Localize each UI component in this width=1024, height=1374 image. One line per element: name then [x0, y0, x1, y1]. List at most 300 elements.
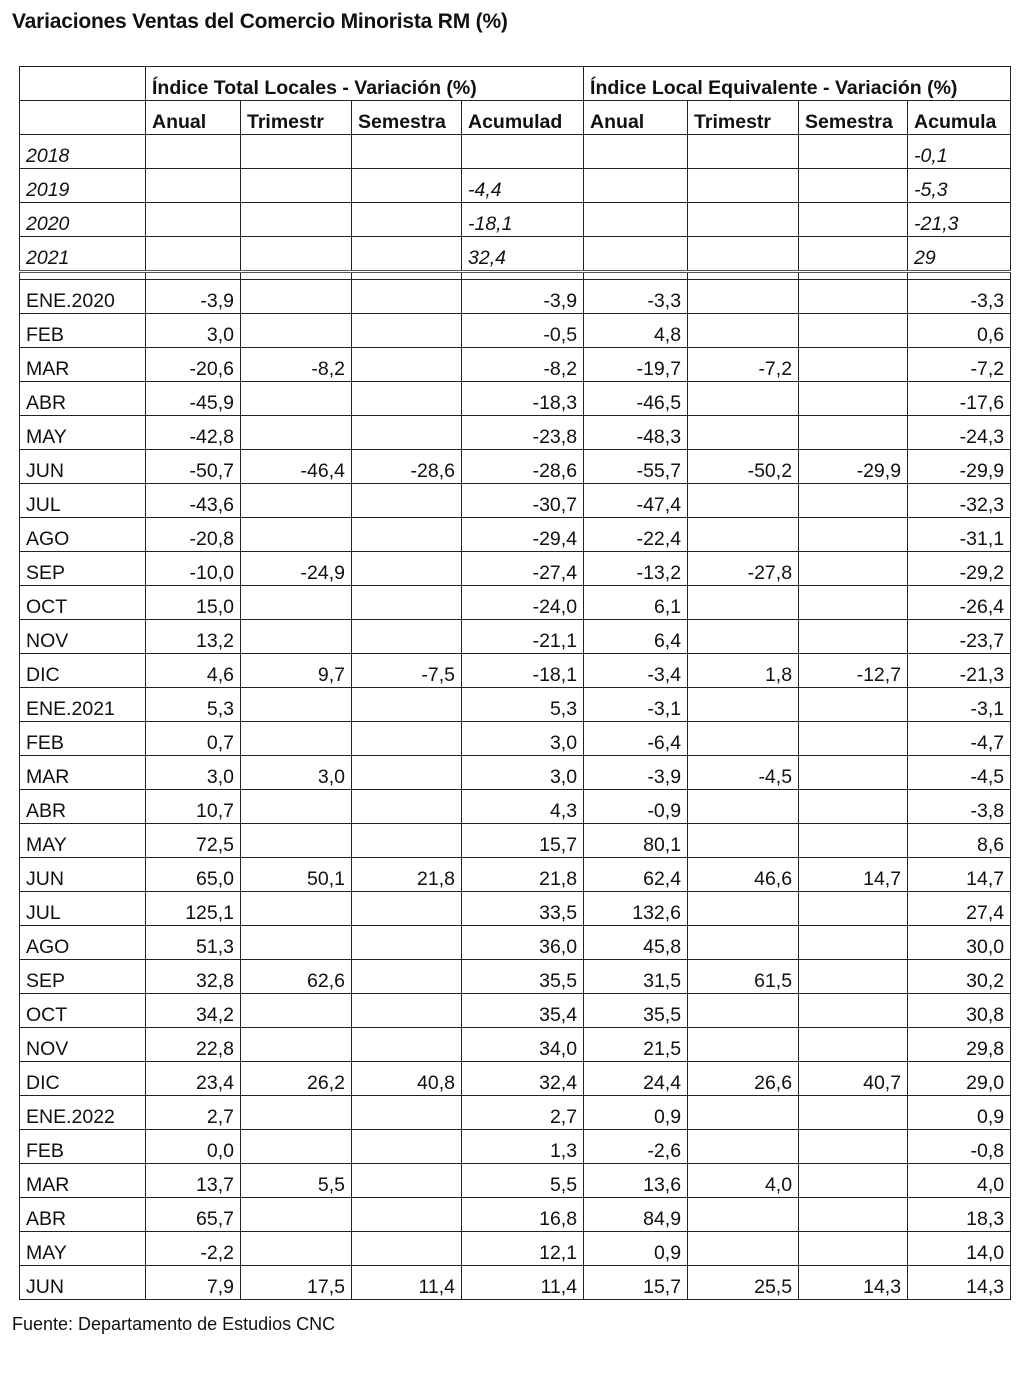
year-row — [20, 169, 1011, 203]
month-row — [20, 314, 1011, 348]
table-cell — [241, 926, 352, 960]
table-cell: 45,8 — [584, 926, 688, 960]
table-cell: 72,5 — [146, 824, 241, 858]
month-row — [20, 1266, 1011, 1300]
table-cell — [241, 824, 352, 858]
table-cell — [799, 203, 908, 237]
table-cell — [688, 1198, 799, 1232]
table-cell: 14,0 — [908, 1232, 1011, 1266]
table-cell: 18,3 — [908, 1198, 1011, 1232]
table-cell: -47,4 — [584, 484, 688, 518]
table-cell: -32,3 — [908, 484, 1011, 518]
table-cell: -5,3 — [908, 169, 1011, 203]
table-cell: -3,1 — [908, 688, 1011, 722]
table-cell: -50,7 — [146, 450, 241, 484]
table-cell — [688, 382, 799, 416]
year-row — [20, 203, 1011, 237]
table-cell: 30,0 — [908, 926, 1011, 960]
row-label: MAY — [20, 1232, 146, 1266]
table-cell: 3,0 — [241, 756, 352, 790]
table-cell: -0,9 — [584, 790, 688, 824]
table-cell — [241, 1232, 352, 1266]
table-cell — [688, 892, 799, 926]
table-cell: -4,5 — [688, 756, 799, 790]
table-cell — [241, 169, 352, 203]
table-cell: -0,1 — [908, 135, 1011, 169]
col-header: Acumulad — [462, 101, 584, 135]
table-cell: -7,2 — [908, 348, 1011, 382]
month-row — [20, 1028, 1011, 1062]
table-cell: 36,0 — [462, 926, 584, 960]
table-cell — [799, 1232, 908, 1266]
table-cell — [241, 1130, 352, 1164]
month-row — [20, 1232, 1011, 1266]
table-cell: 0,9 — [908, 1096, 1011, 1130]
table-cell: 0,6 — [908, 314, 1011, 348]
table-cell — [241, 994, 352, 1028]
table-cell: 4,3 — [462, 790, 584, 824]
table-cell: -45,9 — [146, 382, 241, 416]
table-cell — [688, 280, 799, 314]
table-cell — [146, 169, 241, 203]
table-cell — [799, 518, 908, 552]
table-cell — [799, 382, 908, 416]
table-cell: 26,6 — [688, 1062, 799, 1096]
table-cell — [352, 1130, 462, 1164]
table-cell: -3,9 — [584, 756, 688, 790]
table-cell: -24,3 — [908, 416, 1011, 450]
table-cell — [241, 416, 352, 450]
table-cell — [799, 1198, 908, 1232]
table-cell — [799, 348, 908, 382]
table-cell: 32,4 — [462, 1062, 584, 1096]
table-cell: -20,8 — [146, 518, 241, 552]
table-cell — [688, 484, 799, 518]
table-cell — [241, 688, 352, 722]
month-row — [20, 450, 1011, 484]
table-cell: 11,4 — [352, 1266, 462, 1300]
table-cell: 4,0 — [688, 1164, 799, 1198]
table-cell — [688, 518, 799, 552]
table-cell: -23,7 — [908, 620, 1011, 654]
table-cell: 27,4 — [908, 892, 1011, 926]
table-cell: 14,3 — [908, 1266, 1011, 1300]
table-cell: -20,6 — [146, 348, 241, 382]
table-cell — [352, 722, 462, 756]
table-cell — [352, 926, 462, 960]
row-label: ENE.2020 — [20, 280, 146, 314]
table-cell: -2,6 — [584, 1130, 688, 1164]
row-label: JUN — [20, 1266, 146, 1300]
table-cell: 4,0 — [908, 1164, 1011, 1198]
table-cell — [688, 1096, 799, 1130]
table-cell: 0,9 — [584, 1096, 688, 1130]
table-cell — [688, 135, 799, 169]
table-cell — [799, 722, 908, 756]
table-cell: 26,2 — [241, 1062, 352, 1096]
col-header: Anual — [146, 101, 241, 135]
col-header: Trimestr — [241, 101, 352, 135]
table-cell: -18,1 — [462, 654, 584, 688]
table-cell — [352, 620, 462, 654]
table-cell: -27,4 — [462, 552, 584, 586]
divider-cell — [688, 272, 799, 280]
table-cell: -3,9 — [146, 280, 241, 314]
row-label: ENE.2022 — [20, 1096, 146, 1130]
table-cell — [241, 1028, 352, 1062]
table-cell: 21,5 — [584, 1028, 688, 1062]
table-cell: 13,2 — [146, 620, 241, 654]
table-cell — [688, 620, 799, 654]
table-cell: 16,8 — [462, 1198, 584, 1232]
table-cell: -2,2 — [146, 1232, 241, 1266]
table-cell: -7,2 — [688, 348, 799, 382]
table-cell — [799, 620, 908, 654]
table-cell — [146, 135, 241, 169]
table-cell — [799, 552, 908, 586]
row-label: 2021 — [20, 237, 146, 272]
month-row — [20, 1096, 1011, 1130]
table-cell: -50,2 — [688, 450, 799, 484]
row-label: MAR — [20, 756, 146, 790]
month-row — [20, 382, 1011, 416]
divider-cell — [584, 272, 688, 280]
table-cell: 11,4 — [462, 1266, 584, 1300]
table-cell: -18,3 — [462, 382, 584, 416]
source-note: Fuente: Departamento de Estudios CNC — [12, 1314, 336, 1334]
table-cell: -21,3 — [908, 203, 1011, 237]
month-row — [20, 858, 1011, 892]
table-cell: 5,3 — [462, 688, 584, 722]
col-header: Semestra — [352, 101, 462, 135]
table-cell — [799, 484, 908, 518]
table-cell — [241, 314, 352, 348]
row-label: 2020 — [20, 203, 146, 237]
table-cell: 7,9 — [146, 1266, 241, 1300]
row-label: ABR — [20, 1198, 146, 1232]
table-cell — [352, 280, 462, 314]
table-cell: 0,0 — [146, 1130, 241, 1164]
table-cell: 22,8 — [146, 1028, 241, 1062]
month-row — [20, 1198, 1011, 1232]
table-cell: 15,0 — [146, 586, 241, 620]
table-cell: -19,7 — [584, 348, 688, 382]
table-cell: 65,0 — [146, 858, 241, 892]
table-cell — [799, 169, 908, 203]
table-cell — [352, 203, 462, 237]
table-cell: 3,0 — [462, 722, 584, 756]
table-cell: 1,3 — [462, 1130, 584, 1164]
table-cell — [688, 1232, 799, 1266]
month-row — [20, 654, 1011, 688]
table-cell — [352, 484, 462, 518]
table-cell — [352, 756, 462, 790]
table-cell: -8,2 — [241, 348, 352, 382]
table-cell: 13,6 — [584, 1164, 688, 1198]
table-cell — [462, 135, 584, 169]
table-cell — [241, 518, 352, 552]
table-cell: 6,4 — [584, 620, 688, 654]
table-cell — [352, 348, 462, 382]
row-label: MAY — [20, 824, 146, 858]
table-cell — [241, 135, 352, 169]
col-header: Acumula — [908, 101, 1011, 135]
table-cell — [352, 790, 462, 824]
row-label: DIC — [20, 654, 146, 688]
table-cell: -29,9 — [799, 450, 908, 484]
table-cell: 25,5 — [688, 1266, 799, 1300]
table-cell: -48,3 — [584, 416, 688, 450]
row-label: FEB — [20, 722, 146, 756]
table-cell — [799, 586, 908, 620]
table-cell: 3,0 — [146, 314, 241, 348]
month-row — [20, 1164, 1011, 1198]
table-cell — [241, 586, 352, 620]
table-cell — [352, 237, 462, 272]
table-cell: -55,7 — [584, 450, 688, 484]
table-cell — [688, 203, 799, 237]
table-cell: 5,5 — [462, 1164, 584, 1198]
table-cell: -7,5 — [352, 654, 462, 688]
table-cell — [799, 892, 908, 926]
row-label: OCT — [20, 586, 146, 620]
table-cell: -29,9 — [908, 450, 1011, 484]
table-cell: 30,2 — [908, 960, 1011, 994]
table-cell — [352, 314, 462, 348]
month-row — [20, 790, 1011, 824]
row-label: JUN — [20, 858, 146, 892]
group-header-local-equivalente: Índice Local Equivalente - Variación (%) — [584, 67, 1011, 101]
table-cell: 10,7 — [146, 790, 241, 824]
row-label: AGO — [20, 518, 146, 552]
table-cell: 80,1 — [584, 824, 688, 858]
sales-variation-table — [19, 66, 1011, 1300]
table-cell: -6,4 — [584, 722, 688, 756]
corner-cell — [20, 101, 146, 135]
table-cell: 24,4 — [584, 1062, 688, 1096]
table-cell — [146, 237, 241, 272]
table-cell: 125,1 — [146, 892, 241, 926]
row-label: FEB — [20, 1130, 146, 1164]
month-row — [20, 416, 1011, 450]
table-cell: -46,4 — [241, 450, 352, 484]
month-row — [20, 484, 1011, 518]
table-cell — [688, 722, 799, 756]
table-cell: 33,5 — [462, 892, 584, 926]
table-cell — [799, 994, 908, 1028]
table-cell: 15,7 — [462, 824, 584, 858]
divider-cell — [146, 272, 241, 280]
table-cell — [688, 1028, 799, 1062]
table-cell: -8,2 — [462, 348, 584, 382]
table-cell: -13,2 — [584, 552, 688, 586]
month-row — [20, 586, 1011, 620]
table-cell: -4,7 — [908, 722, 1011, 756]
table-cell — [352, 1028, 462, 1062]
table-cell: 2,7 — [462, 1096, 584, 1130]
table-cell — [799, 135, 908, 169]
table-cell: -22,4 — [584, 518, 688, 552]
table-cell — [146, 203, 241, 237]
table-cell: -23,8 — [462, 416, 584, 450]
table-cell: 65,7 — [146, 1198, 241, 1232]
table-cell: -28,6 — [462, 450, 584, 484]
table-cell: 46,6 — [688, 858, 799, 892]
table-cell — [688, 790, 799, 824]
table-cell — [352, 552, 462, 586]
table-cell — [799, 824, 908, 858]
table-cell — [241, 237, 352, 272]
table-cell — [352, 824, 462, 858]
table-cell — [584, 237, 688, 272]
row-label: ABR — [20, 382, 146, 416]
month-row — [20, 518, 1011, 552]
table-cell: 6,1 — [584, 586, 688, 620]
table-cell — [352, 135, 462, 169]
divider-cell — [462, 272, 584, 280]
month-row — [20, 994, 1011, 1028]
table-cell: -0,5 — [462, 314, 584, 348]
table-cell: -24,0 — [462, 586, 584, 620]
table-cell: 29,0 — [908, 1062, 1011, 1096]
table-cell — [688, 237, 799, 272]
row-label: MAR — [20, 1164, 146, 1198]
table-cell — [352, 416, 462, 450]
group-header-total-locales: Índice Total Locales - Variación (%) — [146, 67, 584, 101]
table-cell — [241, 203, 352, 237]
sub-header-row — [20, 101, 1011, 135]
month-row — [20, 348, 1011, 382]
row-label: ENE.2021 — [20, 688, 146, 722]
month-row — [20, 756, 1011, 790]
table-cell — [688, 688, 799, 722]
table-cell: -4,4 — [462, 169, 584, 203]
table-cell: -28,6 — [352, 450, 462, 484]
table-cell: 4,8 — [584, 314, 688, 348]
table-cell — [241, 484, 352, 518]
col-header: Anual — [584, 101, 688, 135]
table-cell — [799, 314, 908, 348]
table-cell: -24,9 — [241, 552, 352, 586]
corner-cell — [20, 67, 146, 101]
table-cell: 14,7 — [908, 858, 1011, 892]
table-cell: 29 — [908, 237, 1011, 272]
table-cell: 5,5 — [241, 1164, 352, 1198]
table-cell: -21,3 — [908, 654, 1011, 688]
table-cell — [688, 994, 799, 1028]
month-row — [20, 892, 1011, 926]
month-row — [20, 552, 1011, 586]
table-cell — [799, 237, 908, 272]
table-title: Variaciones Ventas del Comercio Minorista RM (%) — [12, 10, 508, 33]
table-cell: 1,8 — [688, 654, 799, 688]
table-cell: 34,0 — [462, 1028, 584, 1062]
table-cell: -4,5 — [908, 756, 1011, 790]
section-divider — [20, 272, 1011, 280]
table-cell: 17,5 — [241, 1266, 352, 1300]
table-cell: -10,0 — [146, 552, 241, 586]
row-label: NOV — [20, 620, 146, 654]
year-row — [20, 135, 1011, 169]
table-cell — [799, 1164, 908, 1198]
row-label: JUL — [20, 892, 146, 926]
table-cell — [241, 790, 352, 824]
table-cell — [352, 1232, 462, 1266]
table-cell — [799, 790, 908, 824]
table-cell — [241, 892, 352, 926]
table-cell: -31,1 — [908, 518, 1011, 552]
row-label: DIC — [20, 1062, 146, 1096]
table-cell: 40,7 — [799, 1062, 908, 1096]
table-cell — [688, 1130, 799, 1164]
row-label: SEP — [20, 960, 146, 994]
table-cell: 61,5 — [688, 960, 799, 994]
table-cell: 35,5 — [462, 960, 584, 994]
table-cell: 0,9 — [584, 1232, 688, 1266]
table-cell: 62,4 — [584, 858, 688, 892]
table-cell: -12,7 — [799, 654, 908, 688]
table-cell: -3,9 — [462, 280, 584, 314]
row-label: OCT — [20, 994, 146, 1028]
table-cell — [688, 169, 799, 203]
table-cell — [352, 169, 462, 203]
table-cell: 31,5 — [584, 960, 688, 994]
table-cell — [799, 688, 908, 722]
divider-cell — [20, 272, 146, 280]
month-row — [20, 688, 1011, 722]
table-cell: 32,4 — [462, 237, 584, 272]
table-cell — [352, 1198, 462, 1232]
table-cell — [799, 1096, 908, 1130]
table-cell: -0,8 — [908, 1130, 1011, 1164]
table-cell: 62,6 — [241, 960, 352, 994]
month-row — [20, 960, 1011, 994]
divider-cell — [241, 272, 352, 280]
row-label: FEB — [20, 314, 146, 348]
table-cell — [688, 586, 799, 620]
table-cell — [241, 382, 352, 416]
table-cell: 35,4 — [462, 994, 584, 1028]
table-cell — [352, 1096, 462, 1130]
table-cell: 14,3 — [799, 1266, 908, 1300]
row-label: SEP — [20, 552, 146, 586]
divider-cell — [352, 272, 462, 280]
table-cell: -26,4 — [908, 586, 1011, 620]
row-label: AGO — [20, 926, 146, 960]
table-cell: 5,3 — [146, 688, 241, 722]
table-cell — [241, 722, 352, 756]
table-cell: 32,8 — [146, 960, 241, 994]
year-row — [20, 237, 1011, 272]
table-cell — [799, 1130, 908, 1164]
table-cell: 0,7 — [146, 722, 241, 756]
table-cell: 40,8 — [352, 1062, 462, 1096]
table-cell: 29,8 — [908, 1028, 1011, 1062]
month-row — [20, 620, 1011, 654]
row-label: MAR — [20, 348, 146, 382]
table-cell: 30,8 — [908, 994, 1011, 1028]
table-cell: -42,8 — [146, 416, 241, 450]
col-header: Trimestr — [688, 101, 799, 135]
table-cell — [241, 1096, 352, 1130]
table-cell: 14,7 — [799, 858, 908, 892]
table-cell: 84,9 — [584, 1198, 688, 1232]
table-cell — [352, 994, 462, 1028]
month-row — [20, 926, 1011, 960]
table-cell — [688, 824, 799, 858]
table-cell: 21,8 — [462, 858, 584, 892]
table-cell: -27,8 — [688, 552, 799, 586]
